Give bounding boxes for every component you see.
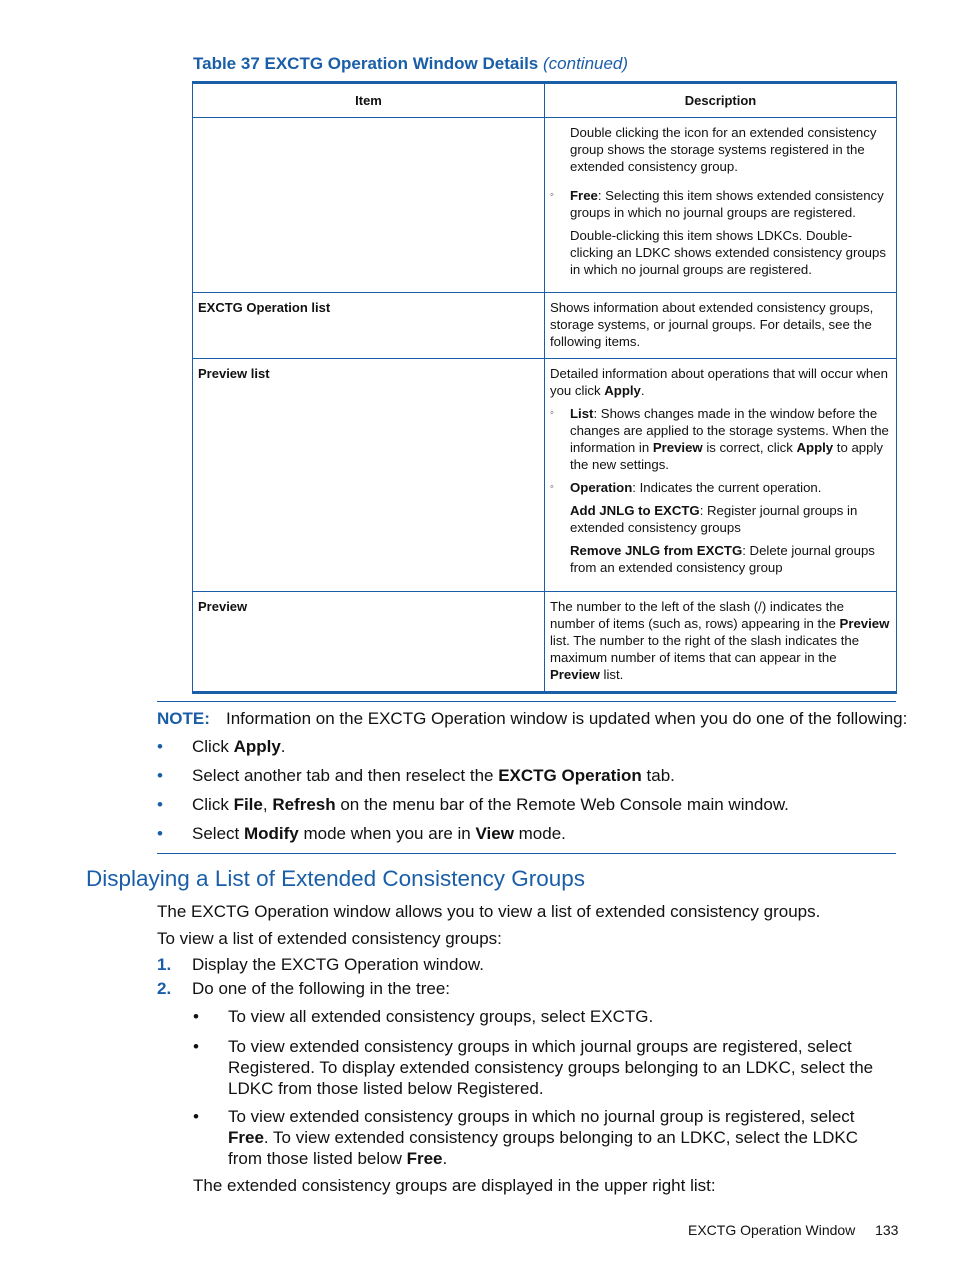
term-remove-jnlg: Remove JNLG from EXCTG — [570, 543, 743, 558]
term-free: Free — [406, 1149, 443, 1168]
table-caption-continued: (continued) — [543, 54, 629, 73]
text-run: The number to the left of the slash (/) indicates the number of items (such as, rows) appearing in the — [550, 599, 844, 631]
text-run: is correct, click — [702, 440, 797, 455]
description-paragraph: Double-clicking this item shows LDKCs. Double-clicking an LDKC shows extended consistency groups in which no journal groups are registered. — [570, 228, 886, 277]
note-bullet-item — [157, 795, 789, 815]
page-footer — [688, 1222, 898, 1238]
text-run: : Register journal groups in extended consistency groups — [570, 503, 858, 535]
list-item-text — [228, 1106, 896, 1169]
term-view: View — [475, 824, 514, 843]
term-exctg-operation: EXCTG Operation — [498, 766, 642, 785]
text-run: Click — [192, 737, 234, 756]
text-run: Select — [192, 824, 244, 843]
text-run: tab. — [641, 766, 675, 785]
table-row — [193, 359, 897, 592]
term-modify: Modify — [243, 824, 299, 843]
term-preview: Preview — [652, 440, 703, 455]
body-paragraph: To view a list of extended consistency groups: — [157, 929, 502, 948]
term-list: List — [570, 406, 594, 421]
table-cell-item: Preview — [193, 592, 545, 693]
table-row — [193, 118, 897, 293]
list-item — [193, 1106, 896, 1169]
description-paragraph — [550, 365, 890, 399]
text-run: on the menu bar of the Remote Web Console main window. — [335, 795, 789, 814]
bullet-icon: • — [157, 766, 163, 785]
bullet-icon: • — [193, 1107, 199, 1126]
term-apply: Apply — [604, 383, 641, 398]
text-run: : Shows changes made in the window before the changes are applied to the storage systems. When the information in — [570, 406, 889, 455]
column-header-item: Item — [193, 83, 545, 118]
section-heading: Displaying a List of Extended Consistency Groups — [86, 866, 586, 891]
list-item — [193, 1036, 896, 1099]
text-run: mode when you are in — [298, 824, 476, 843]
term-preview: Preview — [839, 616, 890, 631]
page-number: 133 — [875, 1222, 899, 1238]
text-run: Select another tab and then reselect the — [192, 766, 499, 785]
bullet-icon: • — [157, 737, 163, 756]
note-top-rule — [157, 701, 896, 702]
sub-bullet-icon: ◦ — [550, 407, 554, 419]
text-run: : Delete journal groups from an extended consistency group — [570, 543, 875, 575]
table-cell-description: Shows information about extended consistency groups, storage systems, or journal groups. For details, see the following items. — [545, 293, 897, 359]
text-run: . — [280, 737, 286, 756]
text-run: . To view extended consistency groups belonging to an LDKC, select the LDKC from those listed below — [228, 1128, 859, 1168]
text-run: mode. — [513, 824, 566, 843]
term-add-jnlg: Add JNLG to EXCTG — [570, 503, 700, 518]
bullet-icon: • — [157, 795, 163, 814]
step-number: 2. — [157, 979, 172, 998]
term-preview: Preview — [550, 667, 600, 682]
table-caption — [193, 54, 628, 74]
description-paragraph: Double clicking the icon for an extended consistency group shows the storage systems registered in the extended consistency group. — [570, 125, 877, 174]
table-cell-description — [545, 118, 897, 293]
note-body: Information on the EXCTG Operation window is updated when you do one of the following: — [226, 709, 908, 728]
body-paragraph: The extended consistency groups are displayed in the upper right list: — [193, 1176, 716, 1195]
term-apply: Apply — [233, 737, 281, 756]
term-free: Free — [228, 1128, 264, 1147]
column-header-description: Description — [545, 83, 897, 118]
table-row — [193, 293, 897, 359]
footer-title: EXCTG Operation Window — [688, 1222, 856, 1238]
table-cell-item: EXCTG Operation list — [193, 293, 545, 359]
table-header-row — [193, 83, 897, 118]
term-free: Free — [570, 188, 598, 203]
bullet-icon: • — [157, 824, 163, 843]
step-item — [157, 954, 484, 975]
note-text — [157, 709, 907, 729]
sub-bullet-icon: ◦ — [550, 481, 554, 493]
text-run: , — [262, 795, 273, 814]
sub-bullet-icon: ◦ — [550, 189, 554, 201]
term-operation: Operation — [570, 480, 633, 495]
text-run: to apply the new settings. — [570, 440, 883, 472]
table-cell-description — [545, 359, 897, 592]
step-item — [157, 978, 450, 999]
term-refresh: Refresh — [272, 795, 336, 814]
details-table — [192, 81, 897, 694]
table-row — [193, 592, 897, 693]
note-label: NOTE: — [157, 709, 210, 728]
note-bottom-rule — [157, 853, 896, 854]
table-cell-item — [193, 118, 545, 293]
body-paragraph: The EXCTG Operation window allows you to view a list of extended consistency groups. — [157, 902, 821, 921]
text-run: To view extended consistency groups in which no journal group is registered, select — [228, 1107, 855, 1126]
term-file: File — [233, 795, 263, 814]
note-bullet-item — [157, 737, 286, 757]
text-run: : Indicates the current operation. — [632, 480, 822, 495]
text-run: list. — [599, 667, 624, 682]
text-run: Detailed information about operations that will occur when you click — [550, 366, 888, 398]
note-bullet-item — [157, 824, 566, 844]
term-free-text: : Selecting this item shows extended consistency groups in which no journal groups are registered. — [570, 188, 884, 220]
step-number: 1. — [157, 955, 172, 974]
list-item-text: To view all extended consistency groups, select EXCTG. — [228, 1007, 654, 1026]
description-paragraph — [570, 542, 890, 576]
list-item-text: To view extended consistency groups in which journal groups are registered, select Registered. To display extended consistency groups belonging to an LDKC, select the LDKC from those listed below Registered. — [228, 1037, 874, 1098]
step-text: Display the EXCTG Operation window. — [192, 955, 484, 974]
text-run: Click — [192, 795, 234, 814]
step-text: Do one of the following in the tree: — [192, 979, 450, 998]
list-item — [193, 1006, 896, 1027]
note-bullet-item — [157, 766, 675, 786]
text-run: list. The number to the right of the slash indicates the maximum number of items that can appear in the — [550, 633, 860, 665]
text-run: . — [640, 383, 645, 398]
bullet-icon: • — [193, 1007, 199, 1026]
sub-bullet-item — [550, 479, 890, 496]
bullet-icon: • — [193, 1037, 199, 1056]
description-paragraph — [570, 502, 890, 536]
term-apply: Apply — [796, 440, 834, 455]
sub-bullet-item — [550, 187, 890, 221]
sub-bullet-item — [550, 405, 890, 473]
table-cell-description — [545, 592, 897, 693]
table-caption-title: Table 37 EXCTG Operation Window Details — [193, 54, 539, 73]
table-cell-item: Preview list — [193, 359, 545, 592]
text-run: . — [442, 1149, 448, 1168]
